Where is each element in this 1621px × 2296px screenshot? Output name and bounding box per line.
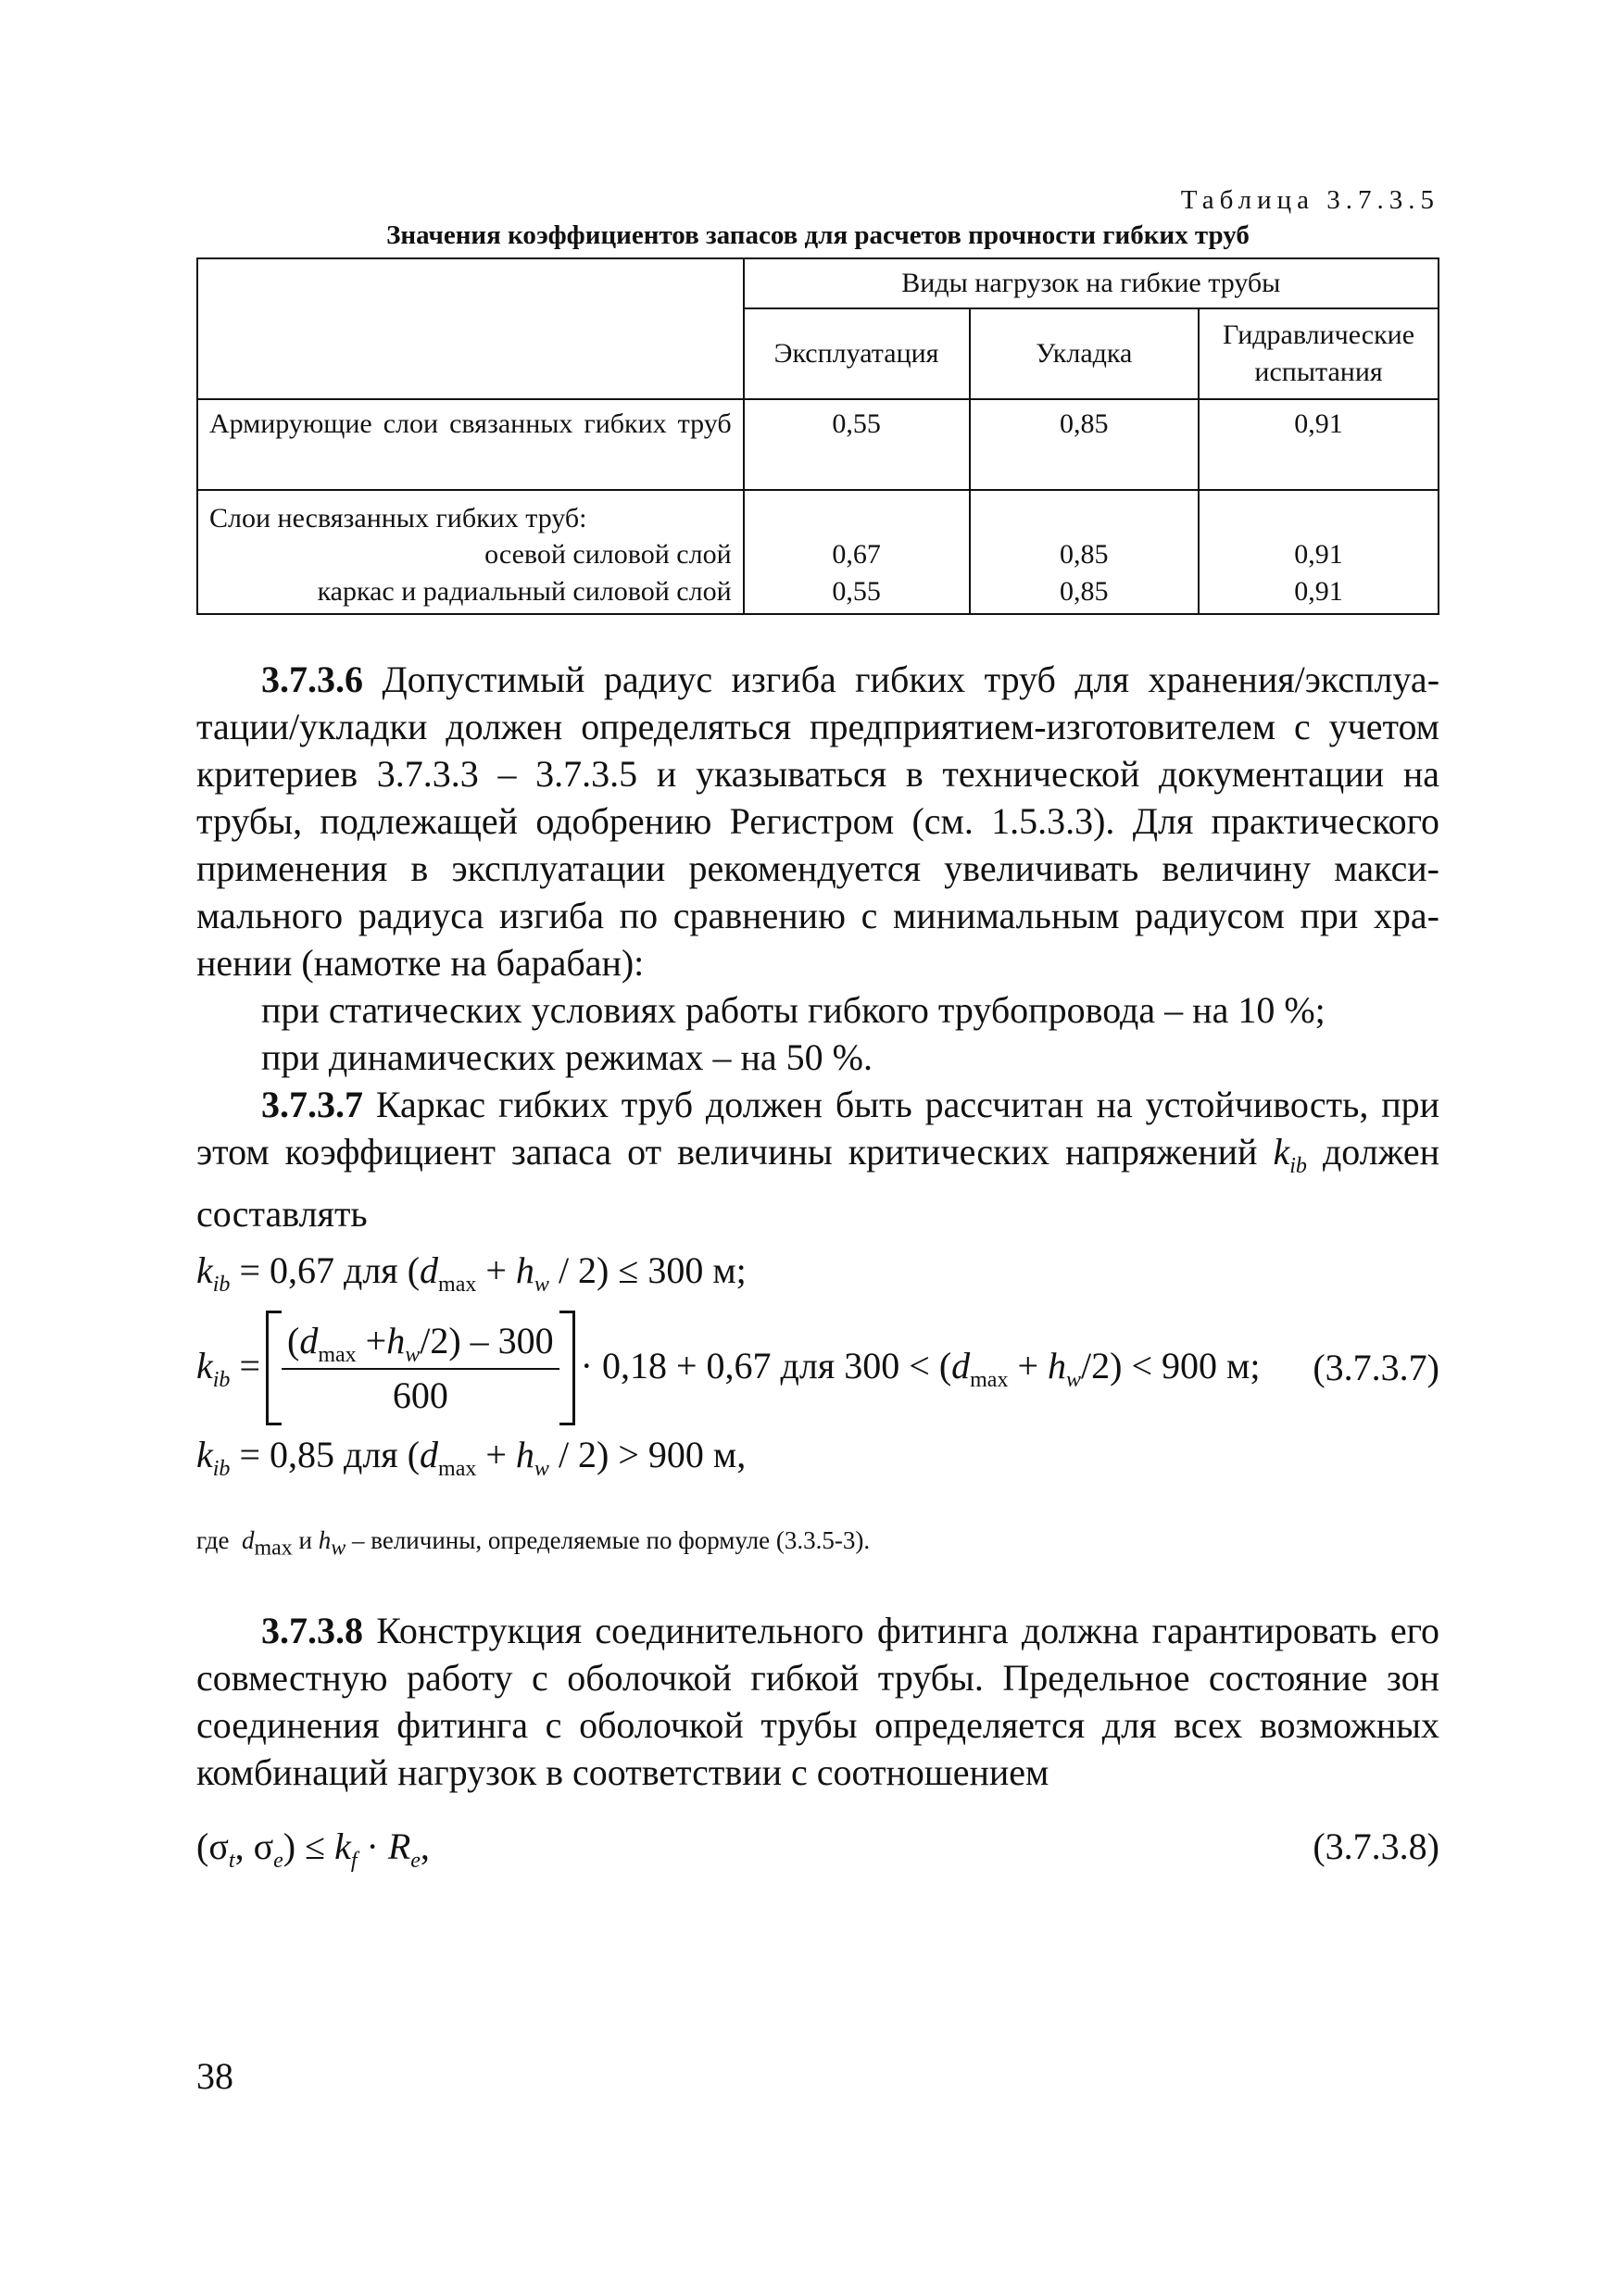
para-text: должен [1322, 1131, 1439, 1173]
coefficients-table [196, 257, 1439, 615]
bracket-left [266, 1311, 282, 1425]
equation-number-3-7-3-8: (3.7.3.8) [1313, 1826, 1439, 1867]
col-header-hydrotest: Гидравлические испытания [1199, 308, 1439, 399]
row-label-carcass-layer: каркас и радиальный силовой слой [317, 575, 732, 607]
clause-number: 3.7.3.7 [261, 1084, 363, 1125]
para-line: мального радиуса изгиба по сравнению с минимальным радиусом при хра- [196, 895, 1439, 936]
table-cell: 0,91 [1199, 399, 1439, 490]
table-row [197, 399, 1439, 490]
para-line: совместную работу с оболочкой гибкой трубы. Предельное состояние зон [196, 1657, 1439, 1699]
table-cell [1199, 490, 1439, 615]
bullet-static: при статических условиях работы гибкого трубопровода – на 10 %; [261, 989, 1326, 1031]
group-header: Виды нагрузок на гибкие трубы [744, 258, 1439, 308]
row-label-bonded: Армирующие слои связанных гибких труб [197, 399, 744, 490]
formula-line-1: $k_{ib} = 0,67$ для $(d_{max} + h_w / 2) \le 300$ м; [196, 1249, 747, 1297]
para-line: тации/укладки должен определяться предприятием-изготовителем с учетом [196, 706, 1439, 747]
bullet-dynamic: при динамических режимах – на 50 %. [261, 1036, 873, 1078]
para-text: Конструкция соединительного фитинга должна гарантировать его [376, 1610, 1440, 1651]
para-text: этом коэффициент запаса от величины критических напряжений [196, 1131, 1258, 1173]
para-line [196, 656, 1439, 703]
equation-number-3-7-3-7: (3.7.3.7) [1313, 1347, 1439, 1388]
para-line: трубы, подлежащей одобрению Регистром (см. 1.5.3.3). Для практического [196, 800, 1439, 842]
cell-value: 0,55 [832, 575, 881, 607]
row-label-axial-layer: осевой силовой слой [484, 539, 732, 571]
table-corner-cell [197, 258, 744, 399]
clause-number: 3.7.3.6 [261, 659, 363, 700]
formula-text: 600 [392, 1374, 448, 1416]
formula-text: = 0,85 для ( [239, 1434, 421, 1475]
clause-number: 3.7.3.8 [261, 1610, 363, 1651]
cell-value: 0,85 [1060, 575, 1109, 607]
formula-line-2: $k_{ib}$ = $\frac{(d_{max} +h_w/2) - 300}{600}$ · 0,18 + 0,67 для $300 < (d_{max} + h_w/2) < 900$ м; [196, 1311, 1260, 1425]
paragraph-3-7-3-8 [196, 1607, 1439, 1796]
formula-text: /2) – 300 [420, 1320, 554, 1361]
cell-value: 0,91 [1294, 539, 1343, 571]
para-text: Допустимый радиус изгиба гибких труб для хранения/эксплуа- [382, 659, 1440, 700]
para-line: составлять [196, 1193, 368, 1235]
note-text: – величины, определяемые по формуле (3.3.5-3). [352, 1526, 871, 1554]
table-label: Таблица 3.7.3.5 [1180, 185, 1439, 215]
table-cell: 0,55 [744, 399, 970, 490]
note-text: и [298, 1526, 312, 1554]
para-line: применения в эксплуатации рекомендуется увеличивать величину макси- [196, 847, 1439, 889]
where-note: где $d_{max}$ и $h_w$ – величины, определяемые по формуле (3.3.5-3). [196, 1526, 871, 1561]
paragraph-3-7-3-6 [196, 656, 1439, 1237]
table-cell: 0,85 [970, 399, 1200, 490]
table-row [197, 490, 1439, 615]
note-text: где [196, 1526, 230, 1554]
col-header-operation: Эксплуатация [744, 308, 970, 399]
para-line: комбинаций нагрузок в соответствии с соотношением [196, 1751, 1049, 1793]
para-line: критериев 3.7.3.3 – 3.7.3.5 и указываться в технической документации на [196, 753, 1439, 795]
para-line [196, 1607, 1439, 1654]
cell-value: 0,85 [1060, 539, 1109, 571]
table-cell [744, 490, 970, 615]
cell-value: 0,67 [832, 539, 881, 571]
formula-text: / 2) ≤ 300 м; [558, 1249, 747, 1291]
formula-3-7-3-8: ($\sigma_t$, $\sigma_e) \le k_f \cdot R_e$, [196, 1826, 430, 1873]
cell-value: 0,91 [1294, 575, 1343, 607]
table-header-row [197, 258, 1439, 308]
formula-text: = 0,67 для ( [239, 1249, 421, 1291]
para-line: этом коэффициент запаса от величины критических напряжений $k_{ib}$ должен [196, 1131, 1439, 1178]
para-line: нении (намотке на барабан): [196, 942, 645, 984]
formula-text: · 0,18 + 0,67 для 300 < ( [580, 1344, 952, 1386]
row-label-unbonded [197, 490, 744, 615]
page-number: 38 [196, 2055, 233, 2097]
para-text: Каркас гибких труб должен быть рассчитан на устойчивость, при [375, 1084, 1440, 1125]
table-title: Значения коэффициентов запасов для расчетов прочности гибких труб [386, 220, 1250, 250]
col-header-laying: Укладка [970, 308, 1200, 399]
para-line: соединения фитинга с оболочкой трубы определяется для всех возможных [196, 1704, 1439, 1746]
formula-text: /2) < 900 м; [1081, 1344, 1261, 1386]
para-line [196, 1081, 1439, 1128]
formula-line-3: $k_{ib} = 0,85$ для $(d_{max} + h_w / 2) > 900$ м, [196, 1434, 747, 1481]
table-cell [970, 490, 1200, 615]
formula-fraction: $\frac{(d_{max} +h_w/2) - 300}{600}$ [282, 1319, 559, 1417]
bracket-right [559, 1311, 575, 1425]
formula-text: / 2) > 900 м, [558, 1434, 747, 1475]
row-label-unbonded-title: Слои несвязанных гибких труб: [209, 502, 587, 533]
